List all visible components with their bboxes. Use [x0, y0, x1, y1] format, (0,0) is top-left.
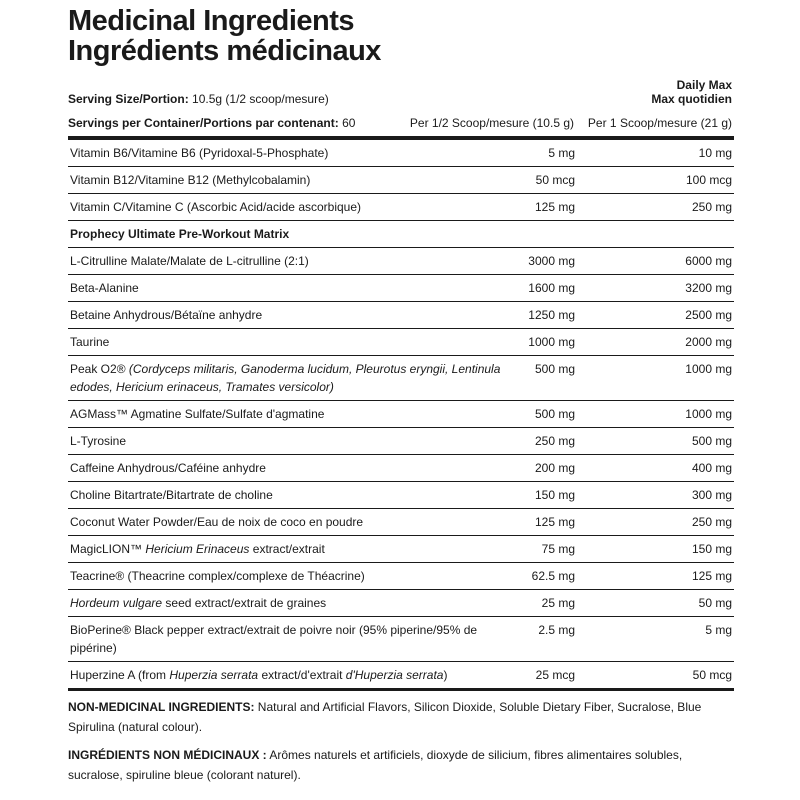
amount-full-scoop: 2500 mg — [579, 302, 734, 329]
amount-half-scoop: 125 mg — [507, 194, 579, 221]
title-french: Ingrédients médicinaux — [68, 35, 381, 67]
amount-half-scoop: 250 mg — [507, 428, 579, 455]
amount-full-scoop: 1000 mg — [579, 401, 734, 428]
ingredient-name-name-end: ) — [443, 668, 448, 682]
ingredient-name-cell — [68, 563, 507, 590]
ingredient-name-name-italic: Huperzia serrata — [169, 668, 259, 682]
servings-label: Servings per Container/Portions par contenant: — [68, 116, 339, 130]
ingredient-name-name: L-Tyrosine — [70, 434, 127, 448]
amount-half-scoop: 2.5 mg — [507, 617, 579, 662]
ingredient-row — [68, 617, 734, 662]
empty-cell — [579, 221, 734, 248]
amount-full-scoop: 100 mcg — [579, 167, 734, 194]
ingredient-name-name: MagicLION™ — [70, 542, 143, 556]
section-row — [68, 221, 734, 248]
ingredient-name-cell — [68, 509, 507, 536]
serving-size-value: 10.5g (1/2 scoop/mesure) — [192, 92, 329, 106]
ingredient-name-name: Vitamin B12/Vitamine B12 (Methylcobalamin) — [70, 173, 311, 187]
ingredient-row — [68, 509, 734, 536]
amount-full-scoop: 500 mg — [579, 428, 734, 455]
amount-half-scoop: 500 mg — [507, 401, 579, 428]
ingredient-name-name: L-Citrulline Malate/Malate de L-citrulline (2:1) — [70, 254, 309, 268]
ingredient-name-cell — [68, 140, 507, 167]
servings-per-container — [68, 116, 355, 130]
ingredient-name-name-after: extract/d'extrait — [261, 668, 343, 682]
amount-half-scoop: 50 mcg — [507, 167, 579, 194]
amount-full-scoop: 50 mcg — [579, 662, 734, 690]
ingredient-row — [68, 563, 734, 590]
daily-max-header — [651, 78, 732, 106]
ingredient-name-name: BioPerine® Black pepper extract/extrait de poivre noir (95% piperine/95% de pipérine) — [70, 623, 478, 655]
ingredient-row — [68, 194, 734, 221]
ingredient-name-name: Taurine — [70, 335, 110, 349]
amount-full-scoop: 250 mg — [579, 509, 734, 536]
amount-full-scoop: 125 mg — [579, 563, 734, 590]
ingredient-name-cell — [68, 167, 507, 194]
ingredient-name-name: Choline Bitartrate/Bitartrate de choline — [70, 488, 273, 502]
ingredient-name-cell — [68, 455, 507, 482]
ingredient-name-cell — [68, 275, 507, 302]
amount-half-scoop: 75 mg — [507, 536, 579, 563]
ingredient-row — [68, 302, 734, 329]
amount-full-scoop: 10 mg — [579, 140, 734, 167]
nmi-en-text: Natural and Artificial Flavors, Silicon Dioxide, Soluble Dietary Fiber, Sucralose, Blue Spirulina (natural colour). — [68, 700, 702, 734]
ingredient-name-name-after: seed extract/extrait de graines — [165, 596, 327, 610]
amount-half-scoop: 25 mcg — [507, 662, 579, 690]
ingredient-row — [68, 428, 734, 455]
amount-full-scoop: 6000 mg — [579, 248, 734, 275]
amount-half-scoop: 500 mg — [507, 356, 579, 401]
ingredient-name-name: Vitamin C/Vitamine C (Ascorbic Acid/acide ascorbique) — [70, 200, 362, 214]
ingredient-name-name-italic2: d'Huperzia serrata — [345, 668, 444, 682]
amount-half-scoop: 1000 mg — [507, 329, 579, 356]
amount-half-scoop: 3000 mg — [507, 248, 579, 275]
ingredient-name-cell — [68, 482, 507, 509]
ingredient-name-name-italic: Hericium Erinaceus — [145, 542, 250, 556]
amount-full-scoop: 5 mg — [579, 617, 734, 662]
ingredient-name-cell — [68, 401, 507, 428]
amount-full-scoop: 3200 mg — [579, 275, 734, 302]
column-header-full-scoop: Per 1 Scoop/mesure (21 g) — [587, 116, 732, 130]
ingredient-row — [68, 590, 734, 617]
ingredient-name-cell — [68, 662, 507, 690]
ingredient-row — [68, 536, 734, 563]
ingredient-row — [68, 455, 734, 482]
ingredient-name-name: Teacrine® (Theacrine complex/complexe de Théacrine) — [70, 569, 365, 583]
amount-half-scoop: 5 mg — [507, 140, 579, 167]
amount-half-scoop: 125 mg — [507, 509, 579, 536]
ingredient-row — [68, 482, 734, 509]
ingredients-table — [68, 140, 734, 691]
amount-full-scoop: 50 mg — [579, 590, 734, 617]
amount-half-scoop: 25 mg — [507, 590, 579, 617]
amount-half-scoop: 200 mg — [507, 455, 579, 482]
section-title: Prophecy Ultimate Pre-Workout Matrix — [68, 221, 507, 248]
ingredient-row — [68, 401, 734, 428]
amount-full-scoop: 250 mg — [579, 194, 734, 221]
ingredient-name-cell — [68, 302, 507, 329]
daily-max-english: Daily Max — [676, 78, 732, 92]
column-header-half-scoop: Per 1/2 Scoop/mesure (10.5 g) — [409, 116, 574, 130]
ingredient-name-cell — [68, 428, 507, 455]
ingredient-name-name-italic: (Cordyceps militaris, Ganoderma lucidum, Pleurotus eryngii, Lentinula edodes, Hericium erinaceus, Tramates versicolor) — [70, 362, 501, 394]
nmi-fr-label: INGRÉDIENTS NON MÉDICINAUX : — [68, 748, 267, 762]
non-medicinal-french — [68, 745, 734, 785]
ingredient-name-name: Coconut Water Powder/Eau de noix de coco en poudre — [70, 515, 364, 529]
amount-full-scoop: 2000 mg — [579, 329, 734, 356]
ingredient-name-cell — [68, 617, 507, 662]
ingredient-name-cell — [68, 248, 507, 275]
ingredient-row — [68, 275, 734, 302]
ingredient-row — [68, 140, 734, 167]
amount-full-scoop: 150 mg — [579, 536, 734, 563]
ingredient-name-name-italic-first: Hordeum vulgare — [70, 596, 163, 610]
empty-cell — [507, 221, 579, 248]
ingredient-row — [68, 248, 734, 275]
ingredient-row — [68, 167, 734, 194]
ingredient-row — [68, 356, 734, 401]
ingredient-name-cell — [68, 590, 507, 617]
ingredient-name-cell — [68, 329, 507, 356]
ingredient-name-name-after: extract/extrait — [252, 542, 325, 556]
ingredient-name-name: Peak O2® — [70, 362, 126, 376]
ingredient-row — [68, 329, 734, 356]
amount-full-scoop: 1000 mg — [579, 356, 734, 401]
amount-half-scoop: 62.5 mg — [507, 563, 579, 590]
ingredient-row — [68, 662, 734, 690]
amount-half-scoop: 1600 mg — [507, 275, 579, 302]
amount-full-scoop: 400 mg — [579, 455, 734, 482]
ingredient-name-name: Vitamin B6/Vitamine B6 (Pyridoxal-5-Phosphate) — [70, 146, 329, 160]
serving-size — [68, 92, 329, 106]
ingredient-name-cell — [68, 194, 507, 221]
daily-max-french: Max quotidien — [651, 92, 732, 106]
ingredient-name-name: Beta-Alanine — [70, 281, 139, 295]
label-header — [68, 72, 734, 136]
ingredient-name-name: Betaine Anhydrous/Bétaïne anhydre — [70, 308, 263, 322]
supplement-label — [68, 6, 734, 785]
title-english: Medicinal Ingredients — [68, 5, 354, 37]
amount-half-scoop: 1250 mg — [507, 302, 579, 329]
servings-value: 60 — [342, 116, 356, 130]
non-medicinal-english — [68, 697, 734, 737]
nmi-fr-text: Arômes naturels et artificiels, dioxyde de silicium, fibres alimentaires solubles, sucralose, spiruline bleue (colorant naturel). — [68, 748, 683, 782]
nmi-en-label: NON-MEDICINAL INGREDIENTS: — [68, 700, 255, 714]
amount-full-scoop: 300 mg — [579, 482, 734, 509]
ingredient-name-cell — [68, 356, 507, 401]
ingredient-name-name: Caffeine Anhydrous/Caféine anhydre — [70, 461, 266, 475]
ingredient-name-cell — [68, 536, 507, 563]
amount-half-scoop: 150 mg — [507, 482, 579, 509]
ingredient-name-name: Huperzine A (from — [70, 668, 167, 682]
serving-size-label: Serving Size/Portion: — [68, 92, 189, 106]
ingredient-name-name: AGMass™ Agmatine Sulfate/Sulfate d'agmatine — [70, 407, 325, 421]
